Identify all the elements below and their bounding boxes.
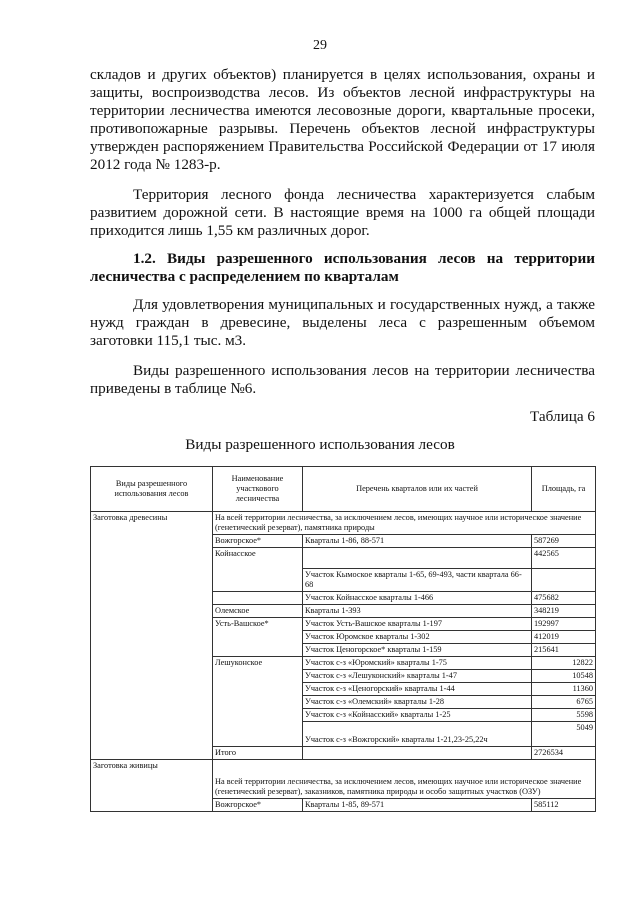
area-cell: 10548 [532, 670, 596, 683]
forestry-name: Олемское [213, 605, 303, 618]
paragraph-roads: Территория лесного фонда лесничества характеризуется слабым развитием дорожной сети. В настоящие время на 1000 га общей площади приходится лишь 1,55 км различных дорог. [90, 186, 595, 239]
permitted-use-table [90, 466, 596, 812]
quarters-cell: Кварталы 1-393 [303, 605, 532, 618]
quarters-cell: Участок с-з «Ценогорский» кварталы 1-44 [303, 683, 532, 696]
table-title: Виды разрешенного использования лесов [185, 436, 455, 453]
area-cell: 11360 [532, 683, 596, 696]
quarters-cell: Участок Ценогорское* кварталы 1-159 [303, 644, 532, 657]
paragraph-table-ref: Виды разрешенного использования лесов на территории лесничества приведены в таблице №6. [90, 362, 595, 397]
paragraph-needs: Для удовлетворения муниципальных и государственных нужд, а также нужд граждан в древесине, выделены леса с разрешенным объемом заготовки 115,1 тыс. м3. [90, 296, 595, 349]
paragraph-infrastructure: складов и других объектов) планируется в целях использования, охраны и защиты, воспроизводства лесов. Из объектов лесной инфраструктуры на территории лесничества имеются лесовозные дороги, квартальные просеки, противопожарные разрывы. Перечень объектов лесной инфраструктуры утвержден распоряжением Правительства Российской Федерации от 17 июля 2012 года № 1283-р. [90, 66, 595, 173]
table-header-row [91, 467, 596, 512]
quarters-cell [303, 747, 532, 760]
area-cell: 12822 [532, 657, 596, 670]
use-type-timber: Заготовка древесины [91, 512, 213, 760]
forestry-name: Усть-Вашское* [213, 618, 303, 657]
quarters-cell: Участок с-з «Лешуконский» кварталы 1-47 [303, 670, 532, 683]
quarters-cell: Участок с-з «Вожгорский» кварталы 1-21,23-25,22ч [303, 722, 532, 747]
total-label: Итого [213, 747, 303, 760]
all-territory-note: На всей территории лесничества, за исключением лесов, имеющих научное или историческое значение (генетический резерват), заказников, памятника природы и особо защитных участков (ОЗУ) [213, 760, 596, 799]
quarters-cell: Участок с-з «Олемский» кварталы 1-28 [303, 696, 532, 709]
area-cell: 585112 [532, 799, 596, 812]
table-row [91, 512, 596, 535]
forestry-name: Лешуконское [213, 657, 303, 747]
area-cell: 5049 [532, 722, 596, 747]
area-cell: 442565 [532, 548, 596, 569]
area-cell: 192997 [532, 618, 596, 631]
forestry-name: Вожгорское* [213, 799, 303, 812]
forestry-name [213, 592, 303, 605]
area-cell: 348219 [532, 605, 596, 618]
header-forestry-name: Наименование участкового лесничества [213, 467, 303, 512]
area-cell: 215641 [532, 644, 596, 657]
area-cell [532, 569, 596, 592]
use-type-resin: Заготовка живицы [91, 760, 213, 812]
header-area: Площадь, га [532, 467, 596, 512]
page-number: 29 [313, 38, 327, 53]
table-row [91, 760, 596, 799]
quarters-cell: Участок Койнасское кварталы 1-466 [303, 592, 532, 605]
total-value: 2726534 [532, 747, 596, 760]
quarters-cell: Участок с-з «Койнасский» кварталы 1-25 [303, 709, 532, 722]
area-cell: 412019 [532, 631, 596, 644]
area-cell: 6765 [532, 696, 596, 709]
forestry-name: Вожгорское* [213, 535, 303, 548]
table-number: Таблица 6 [530, 408, 595, 425]
quarters-cell: Кварталы 1-86, 88-571 [303, 535, 532, 548]
area-cell: 587269 [532, 535, 596, 548]
quarters-cell: Участок Кымоское кварталы 1-65, 69-493, части квартала 66-68 [303, 569, 532, 592]
quarters-cell: Кварталы 1-85, 89-571 [303, 799, 532, 812]
section-heading: 1.2. Виды разрешенного использования лесов на территории лесничества с распределением по кварталам [90, 250, 595, 285]
header-use-type: Виды разрешенного использования лесов [91, 467, 213, 512]
quarters-cell: Участок с-з «Юромский» кварталы 1-75 [303, 657, 532, 670]
quarters-cell: Участок Усть-Вашское кварталы 1-197 [303, 618, 532, 631]
all-territory-note: На всей территории лесничества, за исключением лесов, имеющих научное или историческое значение (генетический резерват), памятника природы [213, 512, 596, 535]
header-quarters: Перечень кварталов или их частей [303, 467, 532, 512]
quarters-cell [303, 548, 532, 569]
quarters-cell: Участок Юромское кварталы 1-302 [303, 631, 532, 644]
forestry-name: Койнасское [213, 548, 303, 592]
area-cell: 5598 [532, 709, 596, 722]
area-cell: 475682 [532, 592, 596, 605]
